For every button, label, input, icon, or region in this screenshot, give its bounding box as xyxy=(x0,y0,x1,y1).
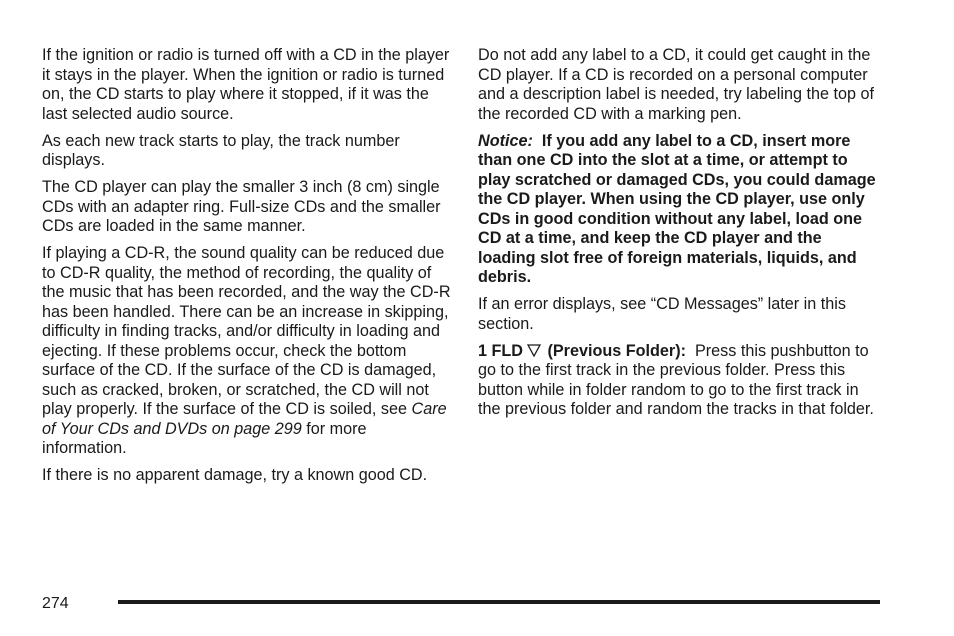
paragraph-small-cds: The CD player can play the smaller 3 inch (8 cm) single CDs with an adapter ring. Full-size CDs and the smaller CDs are loaded in the same manner. xyxy=(42,178,441,235)
cd-r-text: If playing a CD-R, the sound quality can be reduced due to CD-R quality, the method of recording, the quality of the music that has been recorded, and the way the CD-R has been handled. There can be an increase in skipping, difficulty in finding tracks, and/or difficulty in loading and ejecting. If these problems occur, check the bottom surface of the CD. If the surface of the CD is damaged, such as cracked, broken, or scratched, the CD will not play properly. If the surface of the CD is soiled, see xyxy=(42,244,451,418)
page-number: 274 xyxy=(42,595,69,612)
notice-block xyxy=(478,132,878,288)
footer-rule xyxy=(118,600,880,604)
fld-description: Press this pushbutton to go to the first track in the previous folder. Press this button while in folder random to go to the first track in the previous folder and random the tracks in that folder. xyxy=(478,341,874,418)
paragraph-cd-r xyxy=(42,244,452,459)
care-of-cds-link[interactable]: Care of Your CDs and DVDs on page 299 xyxy=(42,400,447,438)
left-column xyxy=(42,46,452,493)
paragraph-label-warning: Do not add any label to a CD, it could get caught in the CD player. If a CD is recorded on a personal computer and a description label is needed, try labeling the top of the recorded CD with a marking pen. xyxy=(478,46,874,123)
paragraph-fld-button xyxy=(478,342,878,420)
paragraph-ignition: If the ignition or radio is turned off with a CD in the player it stays in the player. When the ignition or radio is turned on, the CD starts to play where it stopped, if it was the last selected audio source. xyxy=(42,46,450,123)
paragraph-error: If an error displays, see “CD Messages” later in this section. xyxy=(478,295,846,333)
down-triangle-icon xyxy=(527,344,541,357)
notice-label: Notice: xyxy=(478,131,533,150)
paragraph-track-number: As each new track starts to play, the track number displays. xyxy=(42,131,400,169)
fld-label-pre: 1 FLD xyxy=(478,341,523,360)
paragraph-known-good-cd: If there is no apparent damage, try a known good CD. xyxy=(42,466,428,484)
right-column xyxy=(478,46,878,427)
notice-text: If you add any label to a CD, insert more than one CD into the slot at a time, or attempt to play scratched or damaged CDs, you could damage the CD player. When using the CD player, use only CDs in good condition without any label, load one CD at a time, and keep the CD player and the loading slot free of foreign materials, liquids, and debris. xyxy=(478,131,876,286)
fld-label-post: (Previous Folder): xyxy=(547,341,686,360)
cd-r-text-end: for more information. xyxy=(42,419,367,457)
